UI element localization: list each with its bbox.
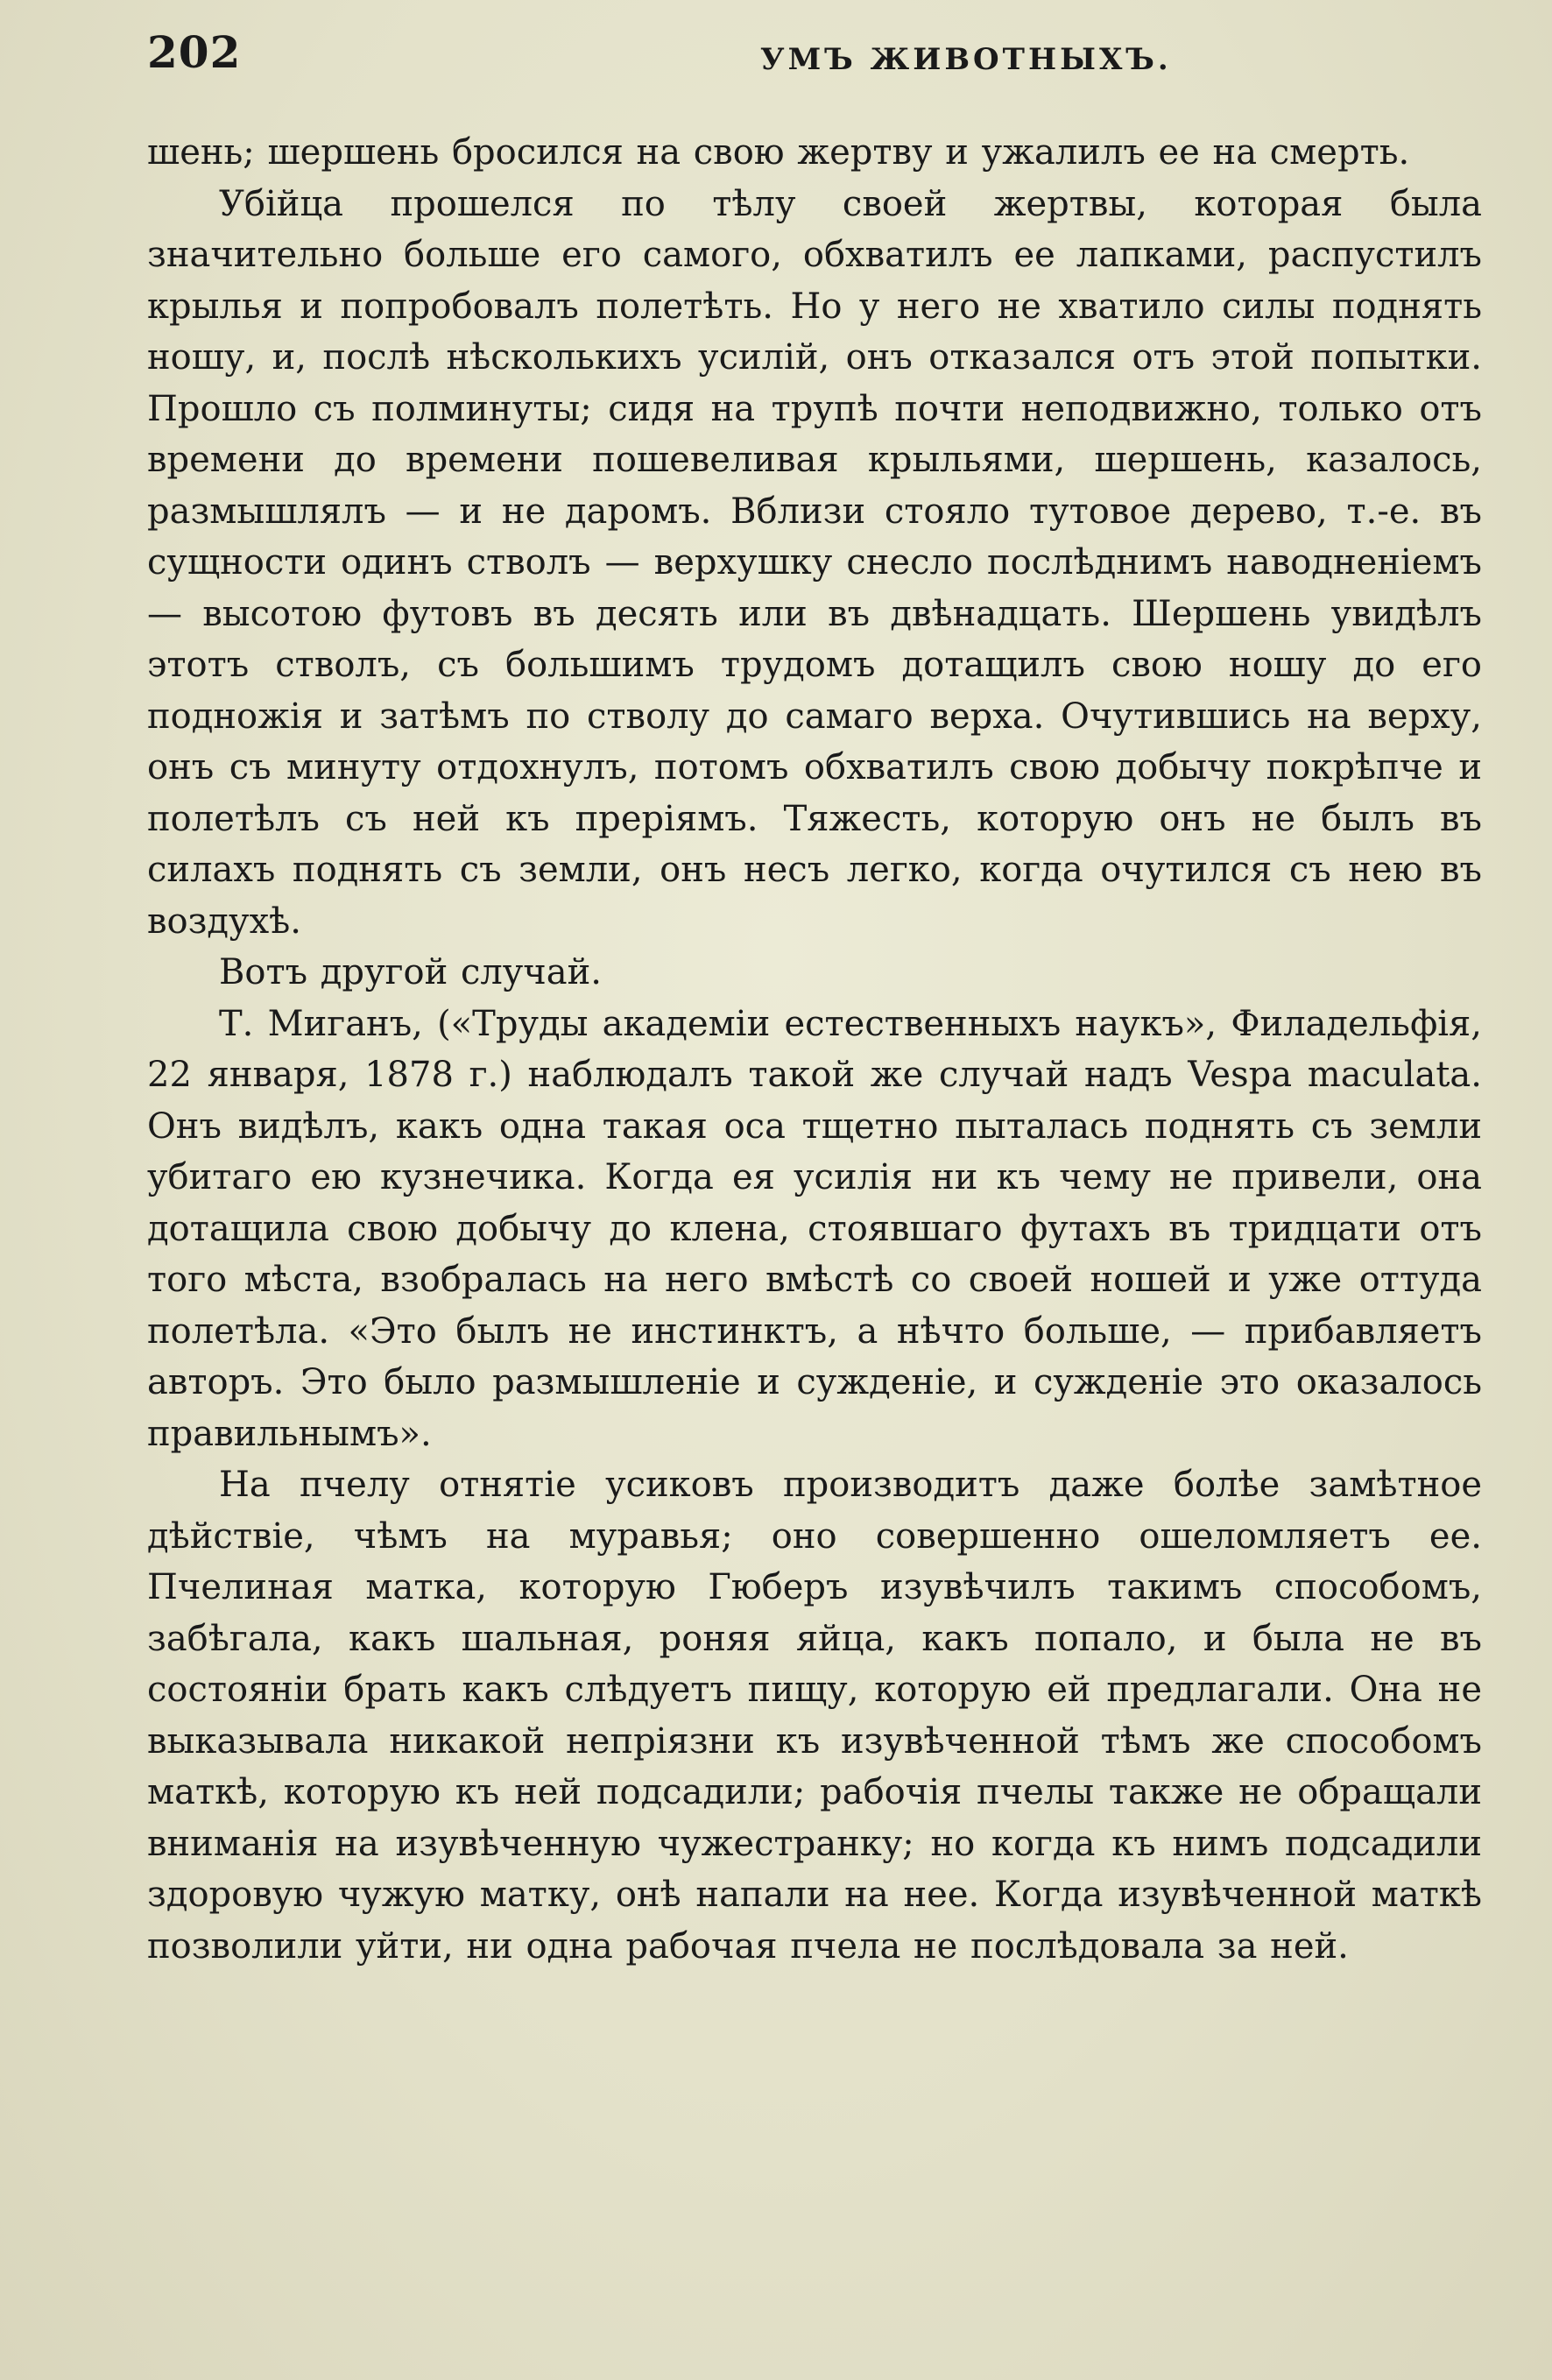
paragraph-hornet: Убійца прошелся по тѣлу своей жертвы, которая была значительно больше его самого, обхватилъ ее лапками, распустилъ крылья и попробовалъ полетѣть. Но у него не хватило силы поднять ношу, и, послѣ нѣсколькихъ усилій, онъ отказался отъ этой попытки. Прошло съ полминуты; сидя на трупѣ почти неподвижно, только отъ времени до времени пошевеливая крыльями, шершень, казалось, размышлялъ — и не даромъ. Вблизи стояло тутовое дерево, т.-е. въ сущности одинъ стволъ — верхушку снесло послѣднимъ наводненіемъ — высотою футовъ въ десять или въ двѣнадцать. Шершень увидѣлъ этотъ стволъ, съ большимъ трудомъ дотащилъ свою ношу до его подножія и затѣмъ по стволу до самаго верха. Очутившись на верху, онъ съ минуту отдохнулъ, потомъ обхватилъ свою добычу покрѣпче и полетѣлъ съ ней къ преріямъ. Тяжесть, которую онъ не былъ въ силахъ поднять съ земли, онъ несъ легко, когда очутился съ нею въ воздухѣ. (147, 183, 1482, 942)
paragraph-another-case: Вотъ другой случай. (219, 952, 602, 992)
page-header (147, 26, 1482, 88)
paragraph-bee: На пчелу отнятіе усиковъ производитъ даже болѣе замѣтное дѣйствіе, чѣмъ на муравья; оно совершенно ошеломляетъ ее. Пчелиная матка, которую Гюберъ изувѣчилъ такимъ способомъ, забѣгала, какъ шальная, роняя яйца, какъ попало, и была не въ состояніи брать какъ слѣдуетъ пищу, которую ей предлагали. Она не выказывала никакой непріязни къ изувѣченной тѣмъ же способомъ маткѣ, которую къ ней подсадили; рабочія пчелы также не обращали вниманія на изувѣченную чужестранку; но когда къ нимъ подсадили здоровую чужую матку, онѣ напали на нее. Когда изувѣченной маткѣ позволили уйти, ни одна рабочая пчела не послѣдовала за ней. (147, 1465, 1482, 1967)
running-title: УМЪ ЖИВОТНЫХЪ. (760, 42, 1172, 77)
paragraph-continued: шень; шершень бросился на свою жертву и ужалилъ ее на смерть. (147, 132, 1410, 173)
page-number: 202 (147, 26, 242, 78)
page-body (147, 127, 1482, 1972)
paragraph-vespa: Т. Миганъ, («Труды академіи естественныхъ наукъ», Филадельфія, 22 января, 1878 г.) наблюдалъ такой же случай надъ Vespa maculata. Онъ видѣлъ, какъ одна такая оса тщетно пыталась поднять съ земли убитаго ею кузнечика. Когда ея усилія ни къ чему не привели, она дотащила свою добычу до клена, стоявшаго футахъ въ тридцати отъ того мѣста, взобралась на него вмѣстѣ со своей ношей и уже оттуда полетѣла. «Это былъ не инстинктъ, а нѣчто больше, — прибавляетъ авторъ. Это было размышленіе и сужденіе, и сужденіе это оказалось правильнымъ». (147, 1003, 1482, 1454)
